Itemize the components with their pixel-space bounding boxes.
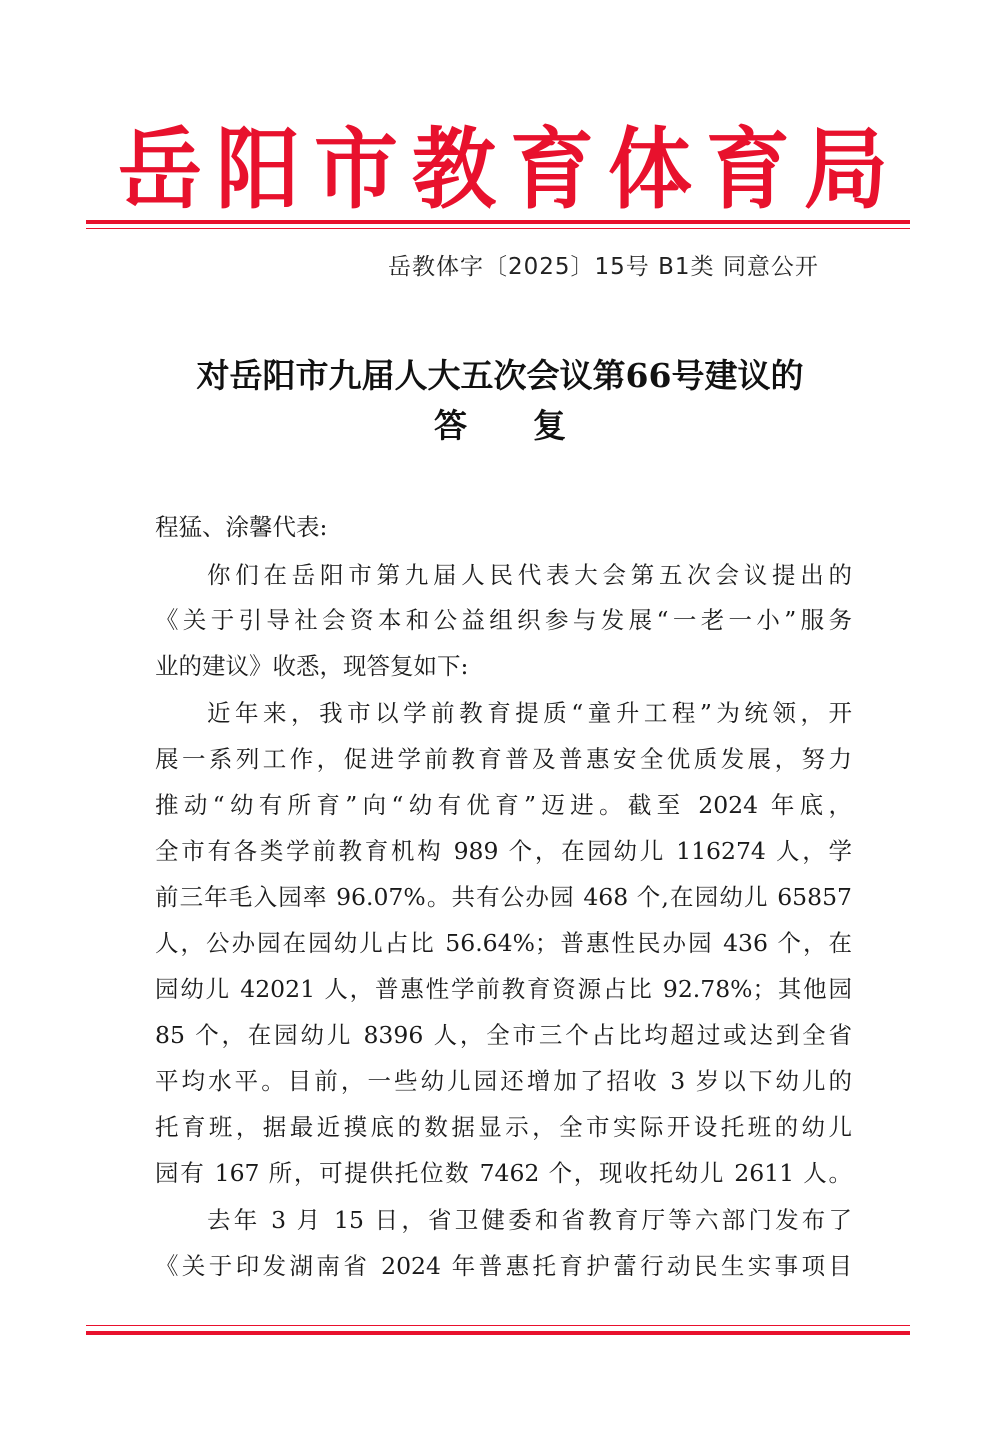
salutation: 程猛、涂馨代表: — [155, 513, 328, 541]
masthead-char: 岳 — [118, 116, 203, 221]
body-line: 园有 167 所，可提供托位数 7462 个，现收托幼儿 2611 人。 — [155, 1159, 852, 1187]
masthead-char: 育 — [705, 116, 790, 221]
header-rule-thick — [86, 220, 910, 224]
header-rule-thin — [86, 228, 910, 229]
footer-rule-thick — [86, 1331, 910, 1335]
body-line: 85 个，在园幼儿 8396 人，全市三个占比均超过或达到全省 — [155, 1021, 852, 1049]
body-line: 园幼儿 42021 人，普惠性学前教育资源占比 92.78%；其他园 — [155, 975, 852, 1003]
body-line: 前三年毛入园率 96.07%。共有公办园 468 个,在园幼儿 65857 — [155, 883, 852, 911]
document-number: 岳教体字〔2025〕15号 B1类 同意公开 — [388, 254, 819, 280]
body-line: 《关于印发湖南省 2024 年普惠托育护蕾行动民生实事项目 — [155, 1252, 852, 1280]
body-line: 去年 3 月 15 日，省卫健委和省教育厅等六部门发布了 — [207, 1206, 852, 1234]
masthead-char: 阳 — [215, 116, 300, 221]
body-line: 《关于引导社会资本和公益组织参与发展“一老一小”服务 — [155, 606, 852, 634]
footer-rule-thin — [86, 1325, 910, 1326]
body-line: 近年来，我市以学前教育提质“童升工程”为统领，开 — [207, 699, 852, 727]
body-line: 你们在岳阳市第九届人民代表大会第五次会议提出的 — [207, 561, 852, 589]
doc-title-line2: 答 复 — [434, 406, 566, 445]
masthead-char: 教 — [411, 116, 496, 221]
body-line: 全市有各类学前教育机构 989 个，在园幼儿 116274 人，学 — [155, 837, 852, 865]
body-line: 业的建议》收悉，现答复如下: — [155, 652, 469, 680]
body-line: 推动“幼有所育”向“幼有优育”迈进。截至 2024 年底， — [155, 791, 852, 819]
body-line: 平均水平。目前，一些幼儿园还增加了招收 3 岁以下幼儿的 — [155, 1067, 852, 1095]
masthead-char: 局 — [803, 116, 888, 221]
body-line: 人，公办园在园幼儿占比 56.64%；普惠性民办园 436 个，在 — [155, 929, 852, 957]
org-masthead — [118, 112, 888, 221]
body-line: 展一系列工作，促进学前教育普及普惠安全优质发展，努力 — [155, 745, 852, 773]
doc-title-line1: 对岳阳市九届人大五次会议第66号建议的 — [196, 356, 804, 395]
masthead-char: 育 — [509, 116, 594, 221]
body-line: 托育班，据最近摸底的数据显示，全市实际开设托班的幼儿 — [155, 1113, 852, 1141]
masthead-char: 体 — [607, 116, 692, 221]
masthead-char: 市 — [313, 116, 398, 221]
